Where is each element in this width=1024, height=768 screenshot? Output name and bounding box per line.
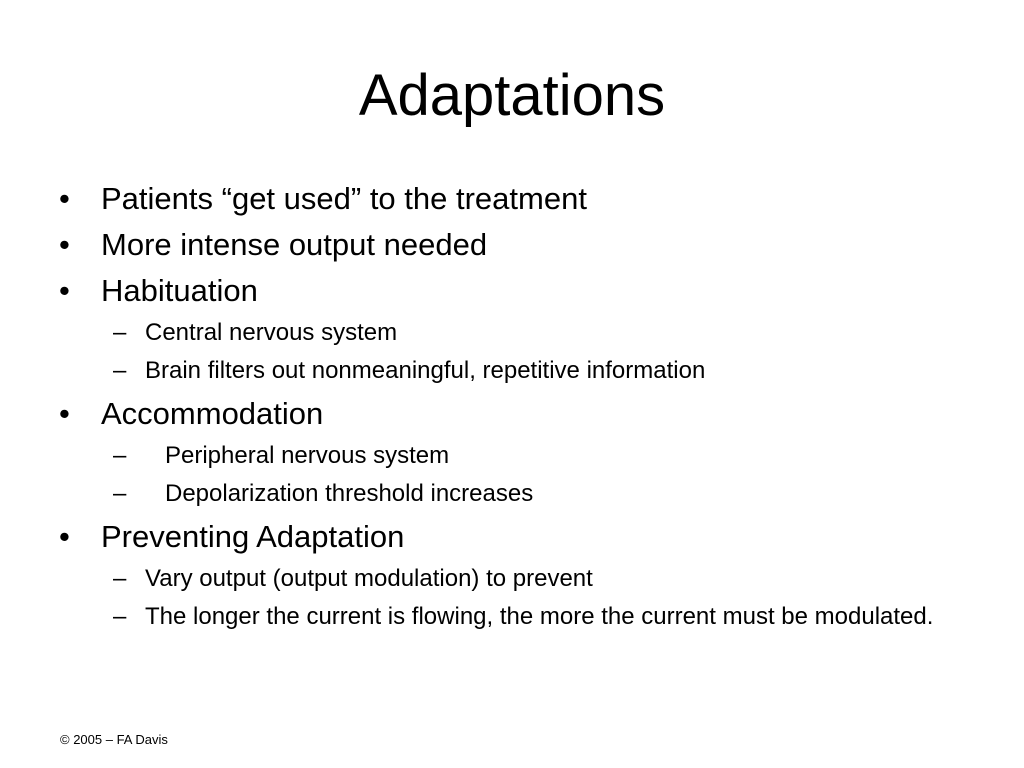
bullet-item: [55, 180, 955, 218]
sub-bullet-item: [55, 318, 955, 347]
sub-bullet-item: [55, 602, 955, 631]
dash-mark: –: [113, 442, 127, 469]
bullet-item: [55, 518, 955, 556]
sub-bullet-item: [55, 356, 955, 385]
sub-bullet-text: Depolarization threshold increases: [165, 480, 534, 507]
bullet-item: [55, 272, 955, 310]
sub-bullet-text: Vary output (output modulation) to prevent: [145, 565, 593, 592]
bullet-text: More intense output needed: [101, 227, 488, 262]
bullet-text: Accommodation: [101, 396, 324, 431]
sub-bullet-item: [55, 441, 955, 470]
bullet-mark: •: [59, 227, 70, 262]
sub-bullet-text: Peripheral nervous system: [165, 442, 450, 469]
bullet-item: [55, 226, 955, 264]
sub-bullet-text: Brain filters out nonmeaningful, repetitive information: [145, 357, 706, 384]
dash-mark: –: [113, 480, 127, 507]
sub-bullet-text: Central nervous system: [145, 319, 398, 346]
dash-mark: –: [113, 319, 127, 346]
bullet-mark: •: [59, 519, 70, 554]
bullet-text: Preventing Adaptation: [101, 519, 405, 554]
bullet-list: [55, 180, 955, 640]
dash-mark: –: [113, 357, 127, 384]
bullet-text: Patients “get used” to the treatment: [101, 181, 587, 216]
bullet-mark: •: [59, 181, 70, 216]
bullet-item: [55, 395, 955, 433]
copyright-footer: © 2005 – FA Davis: [60, 732, 168, 747]
bullet-text: Habituation: [101, 273, 258, 308]
bullet-mark: •: [59, 396, 70, 431]
sub-bullet-text: The longer the current is flowing, the more the current must be modulated.: [145, 603, 934, 630]
sub-bullet-item: [55, 479, 955, 508]
dash-mark: –: [113, 603, 127, 630]
dash-mark: –: [113, 565, 127, 592]
slide-title: Adaptations: [358, 63, 666, 128]
sub-bullet-item: [55, 564, 955, 593]
bullet-mark: •: [59, 273, 70, 308]
